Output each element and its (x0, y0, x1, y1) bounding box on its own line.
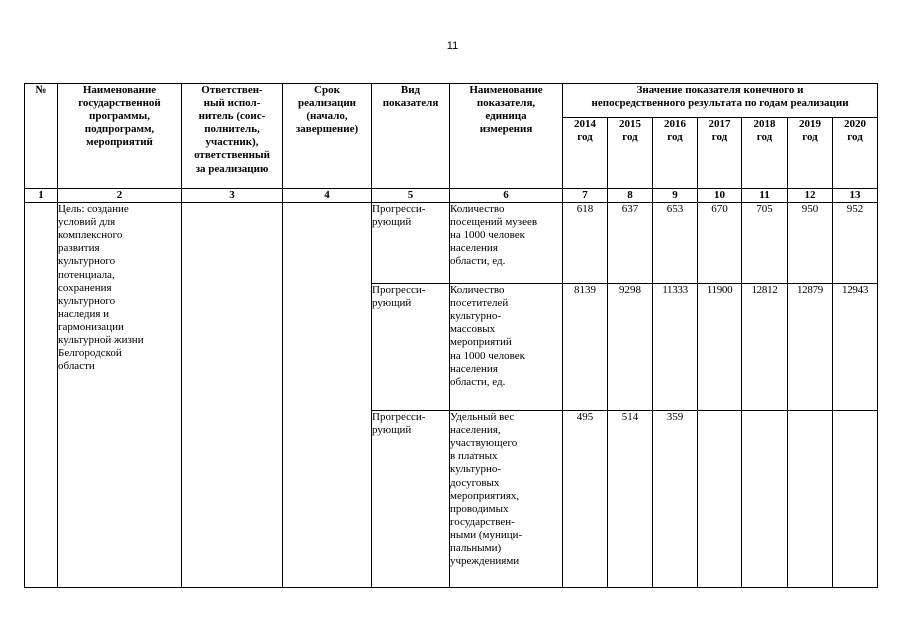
header-year: 2014 год (563, 118, 608, 189)
table-row (25, 203, 878, 284)
indicator-type: Прогресси- рующий (372, 203, 450, 284)
responsible-cell (182, 203, 283, 588)
value-cell: 618 (563, 203, 608, 284)
value-cell: 11900 (698, 284, 742, 411)
value-cell: 514 (608, 411, 653, 588)
value-cell (742, 411, 788, 588)
row-number-cell (25, 203, 58, 588)
value-cell (698, 411, 742, 588)
value-cell: 670 (698, 203, 742, 284)
value-cell: 653 (653, 203, 698, 284)
column-number: 4 (283, 189, 372, 203)
column-number: 10 (698, 189, 742, 203)
header-program-name: Наименование государственной программы, подпрограмм, мероприятий (58, 84, 182, 189)
column-number: 9 (653, 189, 698, 203)
header-values-group: Значение показателя конечного и непосредственного результата по годам реализации (563, 84, 878, 118)
column-number: 7 (563, 189, 608, 203)
value-cell: 12943 (833, 284, 878, 411)
period-cell (283, 203, 372, 588)
header-year: 2017 год (698, 118, 742, 189)
header-year: 2015 год (608, 118, 653, 189)
value-cell: 495 (563, 411, 608, 588)
goal-text: Цель: создание условий для комплексного развития культурного потенциала, сохранения культурного наследия и гармонизации культурной жизни Белгородской области (58, 203, 182, 588)
column-number: 11 (742, 189, 788, 203)
column-number: 12 (788, 189, 833, 203)
header-period: Срок реализации (начало, завершение) (283, 84, 372, 189)
value-cell: 637 (608, 203, 653, 284)
value-cell: 359 (653, 411, 698, 588)
header-indicator-type: Вид показателя (372, 84, 450, 189)
value-cell: 12812 (742, 284, 788, 411)
indicator-name: Удельный вес населения, участвующего в платных культурно- досуговых мероприятиях, проводимых государствен- ными (муници- пальными) учреждениями (450, 411, 563, 588)
value-cell: 12879 (788, 284, 833, 411)
value-cell (788, 411, 833, 588)
column-number: 5 (372, 189, 450, 203)
indicator-type: Прогресси- рующий (372, 411, 450, 588)
header-number: № (25, 84, 58, 189)
value-cell: 8139 (563, 284, 608, 411)
value-cell: 9298 (608, 284, 653, 411)
page-number: 11 (446, 40, 459, 52)
value-cell (833, 411, 878, 588)
column-number: 13 (833, 189, 878, 203)
header-year: 2020 год (833, 118, 878, 189)
column-number: 2 (58, 189, 182, 203)
column-number: 6 (450, 189, 563, 203)
value-cell: 952 (833, 203, 878, 284)
value-cell: 950 (788, 203, 833, 284)
header-responsible: Ответствен- ный испол- нитель (соис- полнитель, участник), ответственный за реализацию (182, 84, 283, 189)
header-row (25, 84, 878, 118)
indicator-name: Количество посещений музеев на 1000 человек населения области, ед. (450, 203, 563, 284)
indicators-table (24, 83, 878, 588)
indicator-name: Количество посетителей культурно- массовых мероприятий на 1000 человек населения области, ед. (450, 284, 563, 411)
column-numbers-row (25, 189, 878, 203)
value-cell: 705 (742, 203, 788, 284)
column-number: 1 (25, 189, 58, 203)
indicator-type: Прогресси- рующий (372, 284, 450, 411)
column-number: 3 (182, 189, 283, 203)
header-year: 2016 год (653, 118, 698, 189)
header-indicator-name: Наименование показателя, единица измерения (450, 84, 563, 189)
column-number: 8 (608, 189, 653, 203)
header-year: 2019 год (788, 118, 833, 189)
value-cell: 11333 (653, 284, 698, 411)
header-year: 2018 год (742, 118, 788, 189)
